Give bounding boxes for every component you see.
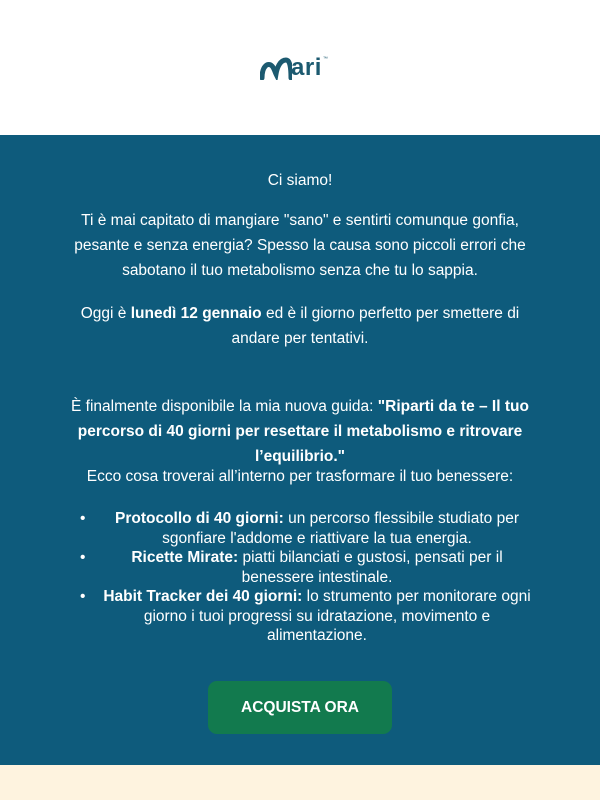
buy-now-button[interactable]: ACQUISTA ORA bbox=[208, 681, 392, 734]
bullet-icon: • bbox=[80, 549, 86, 566]
bullet-icon: • bbox=[80, 510, 86, 527]
benefit-description: piatti bilanciati e gustosi, pensati per il benessere intestinale. bbox=[238, 549, 503, 586]
guide-text-before: È finalmente disponibile la mia nuova guida: bbox=[71, 398, 378, 415]
benefit-title: Habit Tracker dei 40 giorni: bbox=[103, 588, 303, 605]
guide-title: "Riparti da te – Il tuo percorso di 40 giorni per resettare il metabolismo e ritrovare l’equilibrio." bbox=[77, 398, 529, 465]
logo-trademark: ™ bbox=[322, 56, 328, 62]
paragraph-contents-intro: Ecco cosa troverai all’interno per trasformare il tuo benessere: bbox=[86, 468, 514, 485]
email-header bbox=[0, 0, 600, 135]
benefit-title: Protocollo di 40 giorni: bbox=[114, 510, 284, 527]
date-highlight: lunedì 12 gennaio bbox=[130, 305, 262, 322]
benefit-description: lo strumento per monitorare ogni giorno i tuoi progressi su idratazione, movimento e alimentazione. bbox=[143, 588, 531, 644]
email-body bbox=[0, 135, 600, 765]
list-item bbox=[76, 587, 538, 646]
email-footer bbox=[0, 765, 600, 800]
benefit-description: un percorso flessibile studiato per sgonfiare l'addome e riattivare la tua energia. bbox=[162, 510, 519, 547]
intro-heading: Ci siamo! bbox=[267, 172, 333, 189]
paragraph-guide bbox=[62, 394, 538, 469]
list-item bbox=[76, 509, 538, 548]
list-item bbox=[76, 548, 538, 587]
benefit-title: Ricette Mirate: bbox=[131, 549, 239, 566]
logo-m-icon bbox=[260, 56, 292, 80]
logo-text: ari bbox=[291, 54, 322, 81]
paragraph-date bbox=[66, 301, 534, 351]
paragraph-problem: Ti è mai capitato di mangiare "sano" e sentirti comunque gonfia, pesante e senza energia? Spesso la causa sono piccoli errori che sabotano il tuo metabolismo senza che tu lo sappia. bbox=[74, 212, 526, 279]
date-text-after: ed è il giorno perfetto per smettere di andare per tentativi. bbox=[231, 305, 520, 347]
date-text-before: Oggi è bbox=[80, 305, 131, 322]
mari-logo[interactable] bbox=[260, 50, 328, 80]
bullet-icon: • bbox=[80, 588, 86, 605]
benefits-list bbox=[76, 509, 538, 646]
